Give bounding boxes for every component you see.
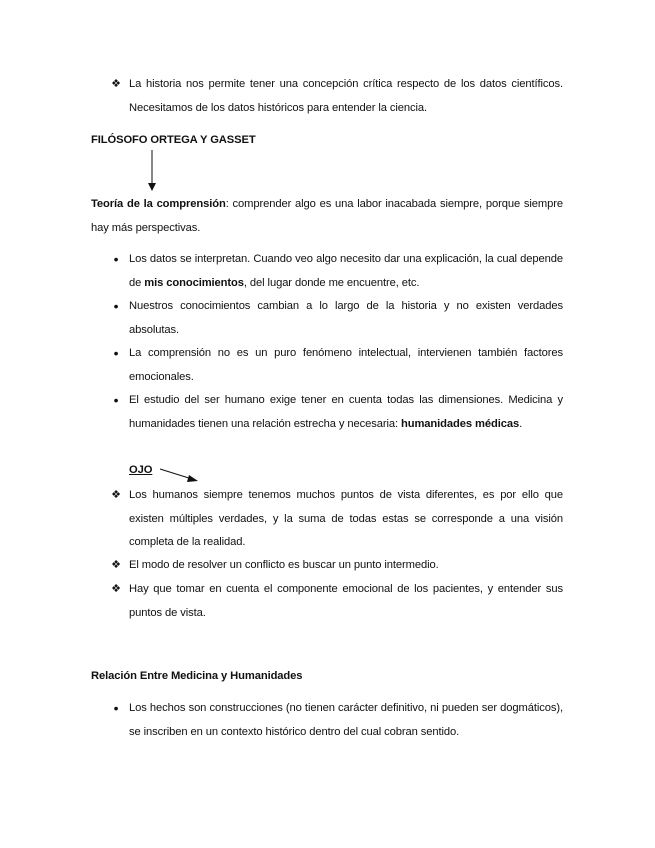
list-item (129, 389, 563, 436)
list-item: Los humanos siempre tenemos muchos puntos de vista diferentes, es por ello que existen múltiples verdades, y la suma de todas estas se corresponde a una visión completa de la realidad. (129, 489, 563, 549)
list-item-text: . (519, 417, 523, 430)
list-item: La comprensión no es un puro fenómeno intelectual, intervienen también factores emocionales. (129, 347, 563, 383)
theory-paragraph (91, 193, 563, 240)
dot-bullet-icon: • (113, 298, 119, 314)
dot-bullet-icon: • (113, 345, 119, 361)
right-arrow-icon (160, 467, 200, 485)
down-arrow-icon (146, 150, 158, 192)
list-item-bold: humanidades médicas (400, 417, 520, 430)
list-item: Los hechos son construcciones (no tienen carácter definitivo, ni pueden ser dogmáticos), se inscriben en un contexto histórico dentro del cual cobran sentido. (129, 702, 563, 738)
list-item-bold: mis conocimientos (144, 276, 244, 289)
list-item-text: Los datos se interpretan. Cuando veo algo necesito dar una explicación, la cual depende de (129, 253, 563, 289)
diamond-bullet-icon: ❖ (111, 78, 121, 90)
heading-medicina-humanidades: Relación Entre Medicina y Humanidades (91, 670, 303, 682)
list-item (129, 248, 563, 295)
list-item: Nuestros conocimientos cambian a lo largo de la historia y no existen verdades absolutas. (129, 300, 563, 336)
list-item-text: , del lugar donde me encuentre, etc. (243, 276, 420, 289)
dot-bullet-icon: • (113, 392, 119, 408)
theory-term: Teoría de la comprensión (91, 198, 226, 210)
theory-description: : comprender algo es una labor inacabada siempre, porque siempre hay más perspectivas. (91, 198, 563, 234)
diamond-bullet-icon: ❖ (111, 489, 121, 501)
diamond-bullet-icon: ❖ (111, 583, 121, 595)
ojo-label: OJO (129, 464, 153, 476)
intro-paragraph: La historia nos permite tener una concepción crítica respecto de los datos científicos. Necesitamos de los datos históricos para entender la ciencia. (129, 78, 563, 114)
diamond-bullet-icon: ❖ (111, 559, 121, 571)
heading-ortega-gasset: FILÓSOFO ORTEGA Y GASSET (91, 134, 256, 146)
dot-bullet-icon: • (113, 700, 119, 716)
dot-bullet-icon: • (113, 251, 119, 267)
list-item: El modo de resolver un conflicto es buscar un punto intermedio. (129, 559, 439, 571)
list-item-text: El estudio del ser humano exige tener en cuenta todas las dimensiones. Medicina y humanidades tienen una relación estrecha y necesaria: (129, 394, 563, 430)
list-item: Hay que tomar en cuenta el componente emocional de los pacientes, y entender sus puntos de vista. (129, 583, 563, 619)
